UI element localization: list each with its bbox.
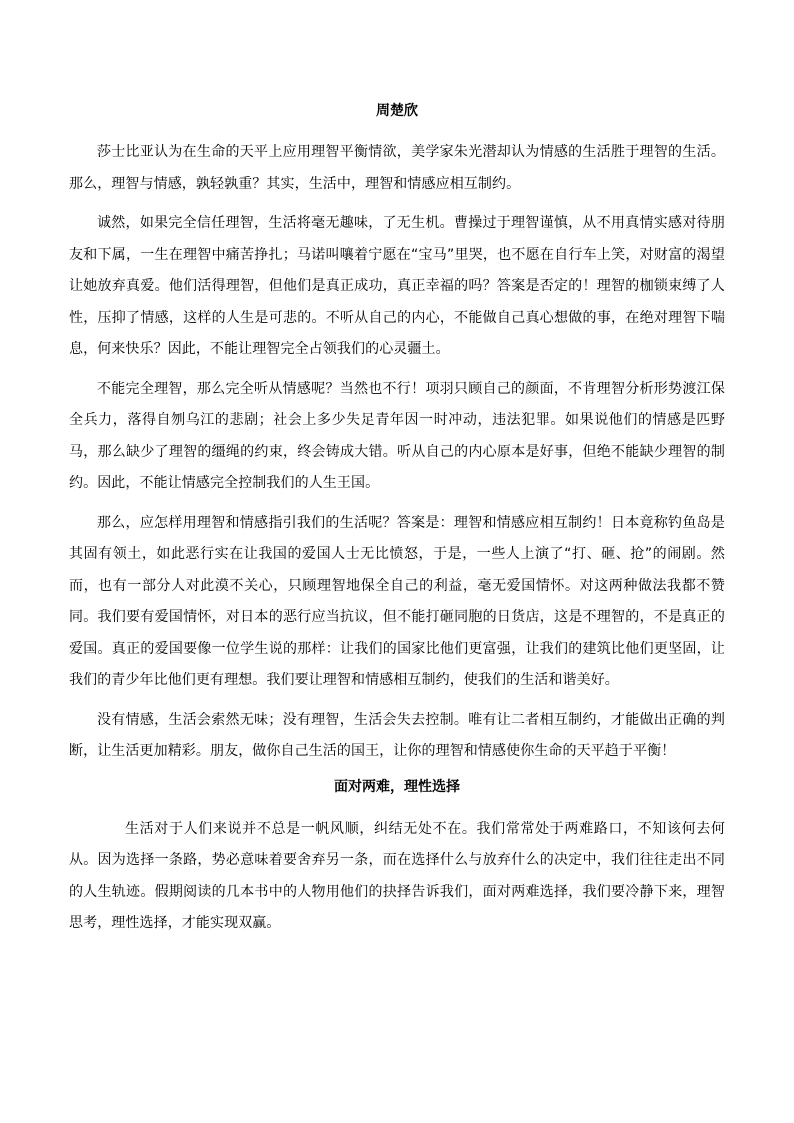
document-body (69, 100, 725, 948)
essay-paragraph: 没有情感，生活会索然无味；没有理智，生活会失去控制。唯有让二者相互制约，才能做出正确的判断，让生活更加精彩。朋友，做你自己生活的国王，让你的理智和情感使你生命的天平趋于平衡！ (69, 711, 725, 759)
essay-paragraph: 不能完全理智，那么完全听从情感呢？当然也不行！项羽只顾自己的颜面，不肯理智分析形势渡江保全兵力，落得自刎乌江的悲剧；社会上多少失足青年因一时冲动，违法犯罪。如果说他们的情感是匹野马，那么缺少了理智的缰绳的约束，终会铸成大错。听从自己的内心原本是好事，但绝不能缺少理智的制约。因此，不能让情感完全控制我们的人生王国。 (69, 380, 725, 491)
essay-paragraph: 诚然，如果完全信任理智，生活将毫无趣味，了无生机。曹操过于理智谨慎，从不用真情实感对待朋友和下属，一生在理智中痛苦挣扎；马诺叫嚷着宁愿在“宝马”里哭，也不愿在自行车上笑，对财富的渴望让她放弃真爱。他们活得理智，但他们是真正成功，真正幸福的吗？答案是否定的！理智的枷锁束缚了人性，压抑了情感，这样的人生是可悲的。不听从自己的内心，不能做自己真心想做的事，在绝对理智下喘息，何来快乐？因此，不能让理智完全占领我们的心灵疆土。 (69, 215, 725, 357)
essay-author-heading: 周楚欣 (376, 103, 418, 119)
essay-title-heading: 面对两难，理性选择 (334, 778, 460, 795)
essay-paragraph: 那么，应怎样用理智和情感指引我们的生活呢？答案是：理智和情感应相互制约！日本竟称钓鱼岛是其固有领土，如此恶行实在让我国的爱国人士无比愤怒，于是，一些人上演了“打、砸、抢”的闹剧。然而，也有一部分人对此漠不关心，只顾理智地保全自己的利益，毫无爱国情怀。对这两种做法我都不赞同。我们要有爱国情怀，对日本的恶行应当抗议，但不能打砸同胞的日货店，这是不理智的，不是真正的爱国。真正的爱国要像一位学生说的那样：让我们的国家比他们更富强，让我们的建筑比他们更坚固，让我们的青少年比他们更有理想。我们要让理智和情感相互制约，使我们的生活和谐美好。 (69, 514, 725, 688)
essay-paragraph: 莎士比亚认为在生命的天平上应用理智平衡情欲，美学家朱光潜却认为情感的生活胜于理智的生活。那么，理智与情感，孰轻孰重？其实，生活中，理智和情感应相互制约。 (69, 144, 725, 192)
essay-paragraph: 生活对于人们来说并不总是一帆风顺，纠结无处不在。我们常常处于两难路口，不知该何去何从。因为选择一条路，势必意味着要舍弃另一条，而在选择什么与放弃什么的决定中，我们往往走出不同的人生轨迹。假期阅读的几本书中的人物用他们的抉择告诉我们，面对两难选择，我们要冷静下来，理智思考，理性选择，才能实现双赢。 (69, 820, 725, 931)
